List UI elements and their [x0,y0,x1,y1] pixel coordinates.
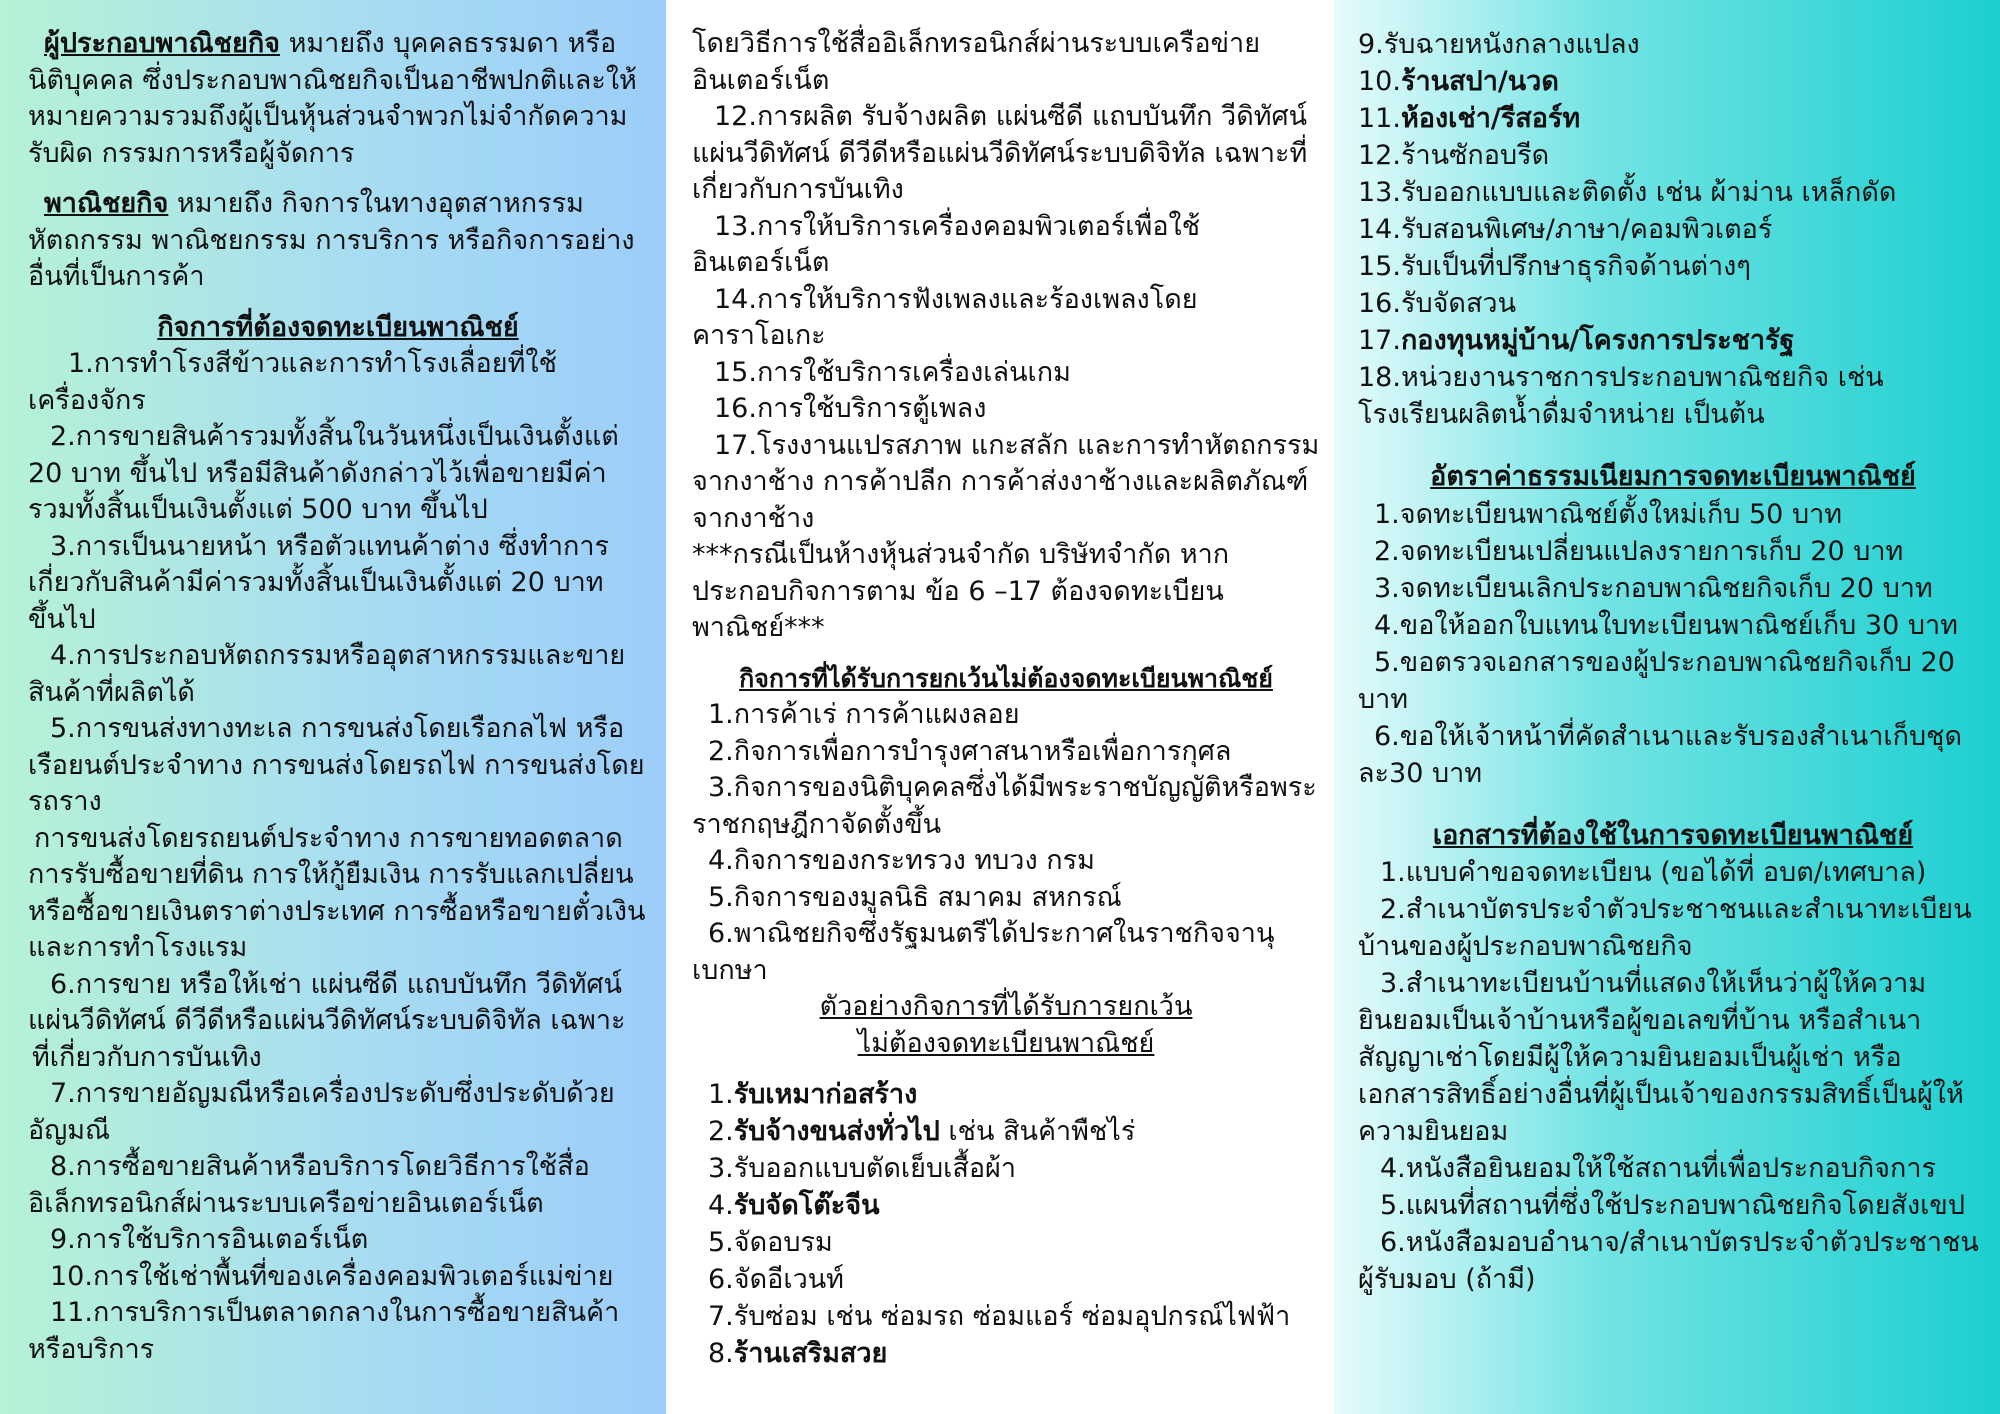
example-number: 11. [1358,103,1401,134]
example-item [1358,26,1988,63]
example-item [708,1298,1320,1335]
list-item: ที่เกี่ยวกับการบันเทิง [32,1041,262,1073]
list-item: 4.การประกอบหัตถกรรมหรืออุตสาหกรรมและขายสินค้าที่ผลิตได้ [28,640,626,708]
right-panel [1334,0,2000,1414]
example-number: 5. [708,1227,734,1258]
example-item [1358,322,1988,359]
example-bold: รับจัดโต๊ะจีน [733,1190,880,1221]
example-item [708,1187,1320,1224]
example-bold: ร้านสปา/นวด [1400,66,1559,97]
example-item [1358,137,1988,174]
examples-list [692,1076,1320,1372]
document-item: 1.แบบคำขอจดทะเบียน (ขอได้ที่ อบต/เทศบาล) [1380,857,1927,888]
example-item [708,1076,1320,1113]
example-number: 15. [1358,251,1401,282]
list-item-continuation: โดยวิธีการใช้สื่ออิเล็กทรอนิกส์ผ่านระบบเครือข่ายอินเตอร์เน็ต [692,28,1261,96]
example-item [708,1224,1320,1261]
document-item: 4.หนังสือยินยอมให้ใช้สถานที่เพื่อประกอบกิจการ [1380,1153,1937,1184]
document-item: 2.สำเนาบัตรประจำตัวประชาชนและสำเนาทะเบียนบ้านของผู้ประกอบพาณิชยกิจ [1358,894,1972,962]
list-item: 12.การผลิต รับจ้างผลิต แผ่นซีดี แถบบันทึก วีดิทัศน์ แผ่นวีดิทัศน์ ดีวีดีหรือแผ่นวีดิทัศน์ระบบดิจิทัล เฉพาะที่เกี่ยวกับการบันเทิง [692,101,1308,205]
example-number: 12. [1358,140,1401,171]
example-bold: รับเหมาก่อสร้าง [733,1079,918,1110]
example-number: 1. [708,1079,734,1110]
note-partnership: ***กรณีเป็นห้างหุ้นส่วนจำกัด บริษัทจำกัด หากประกอบกิจการตาม ข้อ 6 –17 ต้องจดทะเบียนพาณิชย์*** [692,539,1230,643]
exempt-item: 2.กิจการเพื่อการบำรุงศาสนาหรือเพื่อการกุศล [708,735,1232,767]
subheading-examples-line2: ไม่ต้องจดทะเบียนพาณิชย์ [857,1027,1155,1059]
example-number: 9. [1358,29,1384,60]
fee-item: 1.จดทะเบียนพาณิชย์ตั้งใหม่เก็บ 50 บาท [1374,498,1843,530]
example-text: หน่วยงานราชการประกอบพาณิชยกิจ เช่น โรงเรียนผลิตน้ำดื่มจำหน่าย เป็นต้น [1358,362,1884,430]
list-item: 9.การใช้บริการอินเตอร์เน็ต [50,1224,369,1255]
example-number: 18. [1358,362,1401,393]
fee-item: 6.ขอให้เจ้าหน้าที่คัดสำเนาและรับรองสำเนาเก็บชุดละ30 บาท [1358,720,1962,789]
example-item [708,1261,1320,1298]
example-text: รับฉายหนังกลางแปลง [1383,29,1640,60]
definition-commerce [28,186,648,296]
exempt-item: 5.กิจการของมูลนิธิ สมาคม สหกรณ์ [708,881,1122,913]
example-number: 7. [708,1301,734,1332]
example-item [1358,100,1988,137]
examples-list-continued [1358,26,1988,433]
list-item: 16.การใช้บริการตู้เพลง [714,393,987,424]
exempt-item: 6.พาณิชยกิจซึ่งรัฐมนตรีได้ประกาศในราชกิจจานุเบกษา [692,918,1275,986]
term-merchant: ผู้ประกอบพาณิชยกิจ [44,28,280,59]
heading-required-businesses: กิจการที่ต้องจดทะเบียนพาณิชย์ [157,311,519,343]
middle-panel [666,0,1334,1414]
example-text: รับจัดสวน [1400,288,1517,319]
example-item [708,1335,1320,1372]
list-item: 11.การบริการเป็นตลาดกลางในการซื้อขายสินค้าหรือบริการ [28,1297,620,1365]
list-item: 2.การขายสินค้ารวมทั้งสิ้นในวันหนึ่งเป็นเงินตั้งแต่ 20 บาท ขึ้นไป หรือมีสินค้าดังกล่าวไว้เพื่อขายมีค่ารวมทั้งสิ้นเป็นเงินตั้งแต่ 500 บาท ขึ้นไป [28,421,619,525]
exempt-item: 4.กิจการของกระทรวง ทบวง กรม [708,845,1095,876]
list-item: 13.การให้บริการเครื่องคอมพิวเตอร์เพื่อใช้อินเตอร์เน็ต [692,210,1201,278]
heading-exempt-businesses: กิจการที่ได้รับการยกเว้นไม่ต้องจดทะเบียนพาณิชย์ [739,663,1273,693]
list-item: 6.การขาย หรือให้เช่า แผ่นซีดี แถบบันทึก วีดิทัศน์ แผ่นวีดิทัศน์ ดีวีดีหรือแผ่นวีดิทัศน์ระบบดิจิทัล เฉพาะ [28,968,626,1036]
example-item [708,1150,1320,1187]
example-item [1358,174,1988,211]
list-item: 7.การขายอัญมณีหรือเครื่องประดับซึ่งประดับด้วยอัญมณี [28,1078,615,1146]
term-commerce: พาณิชยกิจ [44,188,169,219]
document-item: 5.แผนที่สถานที่ซึ่งใช้ประกอบพาณิชยกิจโดยสังเขป [1380,1190,1966,1221]
document-item: 3.สำเนาทะเบียนบ้านที่แสดงให้เห็นว่าผู้ให้ความยินยอมเป็นเจ้าบ้านหรือผู้ขอเลขที่บ้าน หรือสำเนาสัญญาเช่าโดยมีผู้ให้ความยินยอมเป็นผู้เช่า หรือเอกสารสิทธิ์อย่างอื่นที่ผู้เป็นเจ้าของกรรมสิทธิ์เป็นผู้ให้ความยินยอม [1358,968,1964,1147]
example-text: เช่น สินค้าพืชไร่ [939,1116,1136,1147]
list-item: 3.การเป็นนายหน้า หรือตัวแทนค้าต่าง ซึ่งทำการเกี่ยวกับสินค้ามีค่ารวมทั้งสิ้นเป็นเงินตั้งแต่ 20 บาท ขึ้นไป [28,530,610,635]
example-text: รับออกแบบและติดตั้ง เช่น ผ้าม่าน เหล็กดัด [1400,177,1897,208]
example-number: 16. [1358,288,1401,319]
example-item [708,1113,1320,1150]
example-item [1358,359,1988,433]
example-text: จัดอบรม [733,1227,833,1258]
definition-merchant-text: หมายถึง บุคคลธรรมดา หรือ นิติบุคคล ซึ่งประกอบพาณิชยกิจเป็นอาชีพปกติและให้หมายความรวมถึงผู้เป็นหุ้นส่วนจำพวกไม่จำกัดความรับผิด กรรมการหรือผู้จัดการ [28,28,637,169]
fee-item: 4.ขอให้ออกใบแทนใบทะเบียนพาณิชย์เก็บ 30 บาท [1374,609,1958,641]
example-number: 10. [1358,66,1401,97]
left-panel [0,0,666,1414]
list-item: การขนส่งโดยรถยนต์ประจำทาง การขายทอดตลาด การรับซื้อขายที่ดิน การให้กู้ยืมเงิน การรับแลกเปลี่ยนหรือซื้อขายเงินตราต่างประเทศ การซื้อหรือขายตั๋วเงิน และการทำโรงแรม [28,822,646,963]
document-item: 6.หนังสือมอบอำนาจ/สำเนาบัตรประจำตัวประชาชนผู้รับมอบ (ถ้ามี) [1358,1227,1979,1295]
example-number: 17. [1358,325,1401,356]
subheading-examples-line1: ตัวอย่างกิจการที่ได้รับการยกเว้น [819,991,1193,1022]
list-item: 5.การขนส่งทางทะเล การขนส่งโดยเรือกลไฟ หรือเรือยนต์ประจำทาง การขนส่งโดยรถไฟ การขนส่งโดยรถราง [28,713,645,817]
definition-commerce-text: หมายถึง กิจการในทางอุตสาหกรรม หัตถกรรม พาณิชยกรรม การบริการ หรือกิจการอย่างอื่นที่เป็นการค้า [28,188,635,292]
example-number: 6. [708,1264,734,1295]
definition-merchant [28,26,648,172]
list-item: 10.การใช้เช่าพื้นที่ของเครื่องคอมพิวเตอร์แม่ข่าย [50,1260,614,1292]
example-bold: รับจ้างขนส่งทั่วไป [733,1116,940,1147]
example-text: ร้านซักอบรีด [1400,140,1550,171]
example-text: รับสอนพิเศษ/ภาษา/คอมพิวเตอร์ [1400,214,1773,245]
exempt-item: 1.การค้าเร่ การค้าแผงลอย [708,699,1020,730]
example-item [1358,248,1988,285]
example-number: 3. [708,1153,734,1184]
example-text: รับออกแบบตัดเย็บเสื้อผ้า [733,1153,1017,1184]
example-bold: ร้านเสริมสวย [733,1338,888,1369]
fee-item: 3.จดทะเบียนเลิกประกอบพาณิชยกิจเก็บ 20 บาท [1374,572,1933,604]
example-item [1358,63,1988,100]
example-bold: ห้องเช่า/รีสอร์ท [1400,103,1581,134]
example-bold: กองทุนหมู่บ้าน/โครงการประชารัฐ [1400,325,1795,356]
list-item: 15.การใช้บริการเครื่องเล่นเกม [714,356,1071,388]
example-number: 8. [708,1338,734,1369]
list-item: 1.การทำโรงสีข้าวและการทำโรงเลื่อยที่ใช้เครื่องจักร [28,348,557,416]
example-number: 14. [1358,214,1401,245]
heading-documents: เอกสารที่ต้องใช้ในการจดทะเบียนพาณิชย์ [1432,819,1914,851]
fee-item: 5.ขอตรวจเอกสารของผู้ประกอบพาณิชยกิจเก็บ 20 บาท [1358,646,1955,715]
fee-item: 2.จดทะเบียนเปลี่ยนแปลงรายการเก็บ 20 บาท [1374,535,1904,567]
example-number: 2. [708,1116,734,1147]
list-item: 17.โรงงานแปรสภาพ แกะสลัก และการทำหัตถกรรมจากงาช้าง การค้าปลีก การค้าส่งงาช้างและผลิตภัณฑ์จากงาช้าง [692,429,1320,534]
example-text: จัดอีเวนท์ [733,1264,844,1295]
example-number: 13. [1358,177,1401,208]
example-item [1358,285,1988,322]
example-text: รับเป็นที่ปรึกษาธุรกิจด้านต่างๆ [1400,251,1751,282]
list-item: 8.การซื้อขายสินค้าหรือบริการโดยวิธีการใช้สื่ออิเล็กทรอนิกส์ผ่านระบบเครือข่ายอินเตอร์เน็ต [28,1151,590,1219]
example-text: รับซ่อม เช่น ซ่อมรถ ซ่อมแอร์ ซ่อมอุปกรณ์ไฟฟ้า [733,1301,1291,1332]
heading-fees: อัตราค่าธรรมเนียมการจดทะเบียนพาณิชย์ [1430,461,1916,492]
list-item: 14.การให้บริการฟังเพลงและร้องเพลงโดยคาราโอเกะ [692,283,1198,351]
exempt-item: 3.กิจการของนิติบุคคลซึ่งได้มีพระราชบัญญัติหรือพระราชกฤษฎีกาจัดตั้งขึ้น [692,772,1317,840]
example-number: 4. [708,1190,734,1221]
example-item [1358,211,1988,248]
